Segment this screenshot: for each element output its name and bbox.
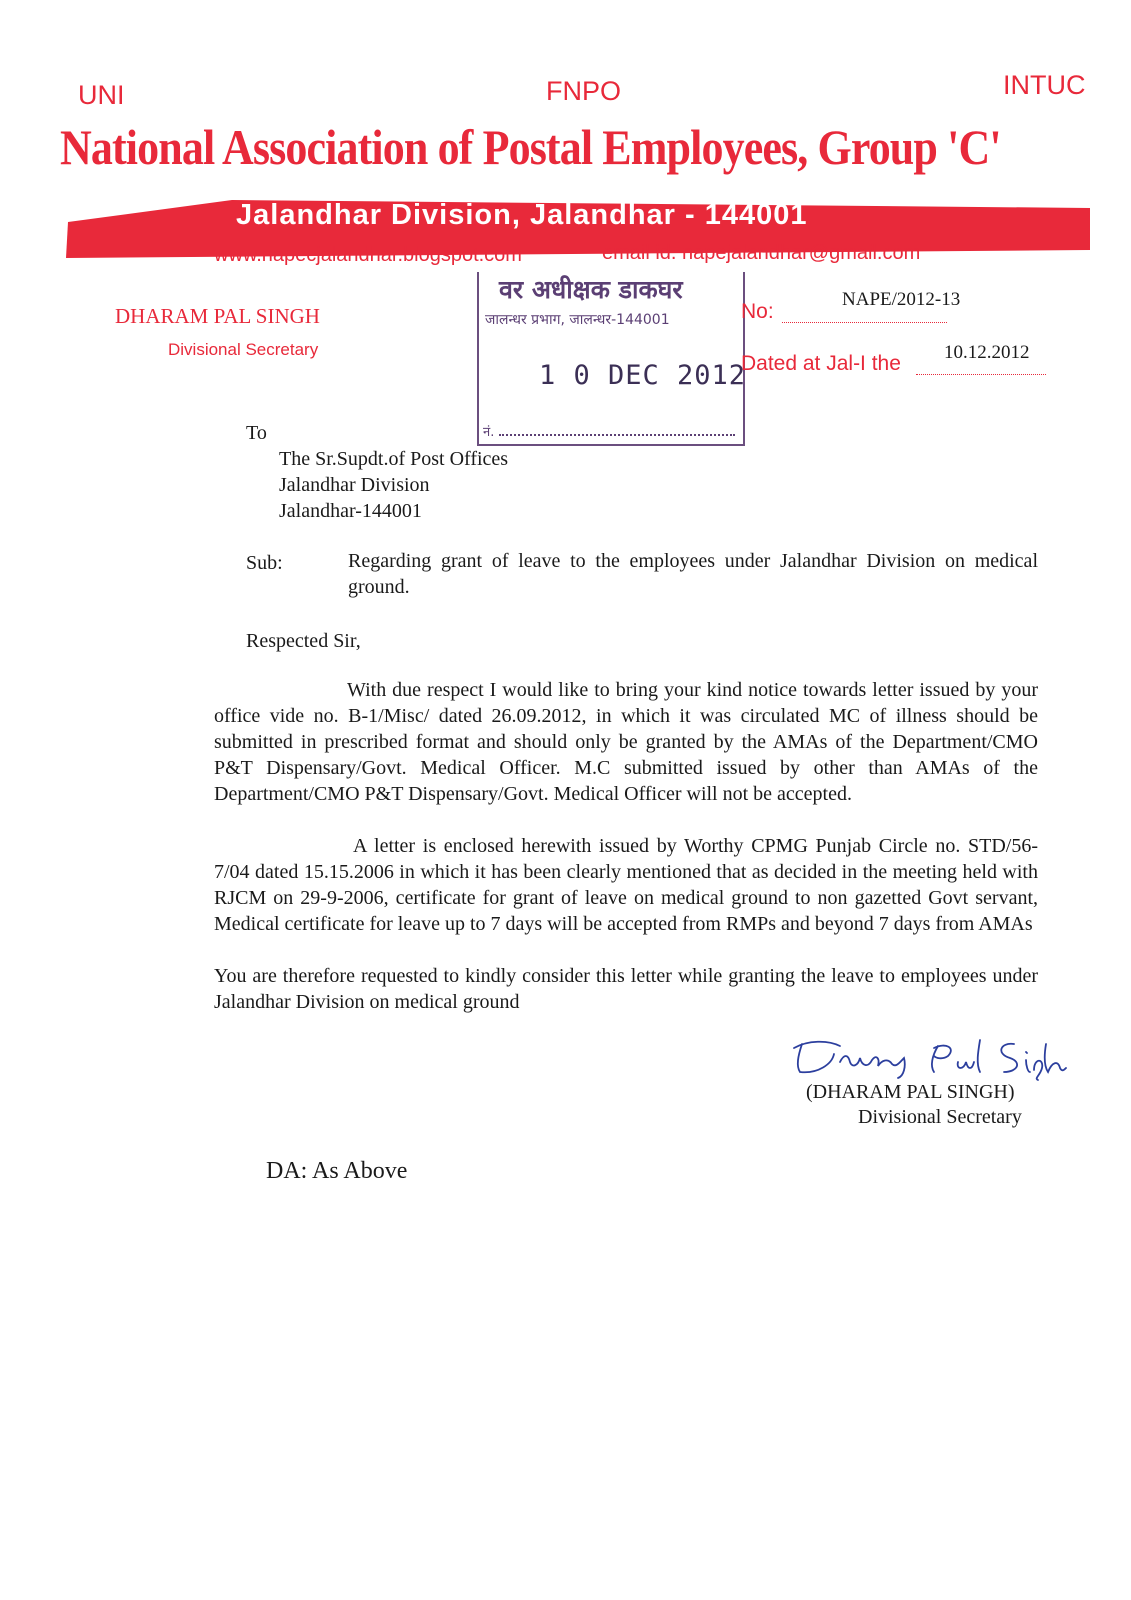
salutation: Respected Sir, <box>246 630 361 652</box>
body-paragraph-text: A letter is enclosed herewith issued by Worthy CPMG Punjab Circle no. STD/56-7/04 dated 15.15.2006 in which it has been clearly mentioned that as decided in the meeting held with RJCM on 29-9-2006, certificate for grant of leave on medical ground to non gazetted Govt servant, Medical certificate for leave up to 7 days will be accepted from RMPs and beyond 7 days from AMAs <box>214 835 1038 935</box>
email-address[interactable]: email id. napejalandhar@gmail.com <box>602 242 921 264</box>
date-value: 10.12.2012 <box>944 342 1030 363</box>
body-paragraph: You are therefore requested to kindly consider this letter while granting the leave to employees under Jalandhar Division on medical ground <box>214 965 1038 1013</box>
stamp-date: 1 0 DEC 2012 <box>539 360 747 391</box>
union-label-right: INTUC <box>1003 70 1086 100</box>
signatory-name: (DHARAM PAL SINGH) <box>806 1081 1015 1103</box>
sender-name: DHARAM PAL SINGH <box>115 304 320 328</box>
subject-label: Sub: <box>246 552 283 574</box>
stamp-dotted-line <box>499 434 735 436</box>
reference-number-line <box>782 322 947 323</box>
reference-number-label: No: <box>741 300 774 323</box>
stamp-number-label: नं. <box>483 425 495 440</box>
union-label-middle: FNPO <box>546 76 622 106</box>
date-label: Dated at Jal-I the <box>741 352 901 375</box>
signatory-title: Divisional Secretary <box>858 1106 1022 1128</box>
to-label: To <box>246 422 267 444</box>
addressee-line: Jalandhar Division <box>279 474 430 496</box>
banner-text: Jalandhar Division, Jalandhar - 144001 <box>236 199 808 231</box>
website-link[interactable]: www.napecjalandhar.blogspot.com <box>214 244 522 266</box>
body-paragraph-text: With due respect I would like to bring your kind notice towards letter issued by your office vide no. B-1/Misc/ dated 26.09.2012, in which it was circulated MC of illness should be submitted in prescribed format and should only be granted by the AMAs of the Department/CMO P&T Dispensary/Govt. Medical Officer. M.C submitted issued by other than AMAs of the Department/CMO P&T Dispensary/Govt. Medical Officer will not be accepted. <box>214 679 1038 805</box>
enclosure-note: DA: As Above <box>266 1158 408 1184</box>
union-label-left: UNI <box>78 80 125 110</box>
reference-number-value: NAPE/2012-13 <box>842 289 961 310</box>
stamp-address-line: जालन्धर प्रभाग, जालन्धर-144001 <box>485 312 670 328</box>
organization-title: National Association of Postal Employees, Group 'C' <box>60 119 1001 175</box>
subject-text: Regarding grant of leave to the employees under Jalandhar Division on medical ground. <box>348 550 1038 598</box>
body-paragraph <box>214 677 1038 807</box>
handwritten-signature <box>788 1032 1068 1084</box>
addressee-line: The Sr.Supdt.of Post Offices <box>279 448 509 470</box>
date-line <box>916 374 1046 375</box>
addressee-line: Jalandhar-144001 <box>279 500 422 522</box>
sender-title: Divisional Secretary <box>168 340 319 359</box>
received-stamp <box>477 272 745 446</box>
body-paragraph <box>214 833 1038 937</box>
stamp-office-line: वर अधीक्षक डाकघर <box>499 275 683 304</box>
